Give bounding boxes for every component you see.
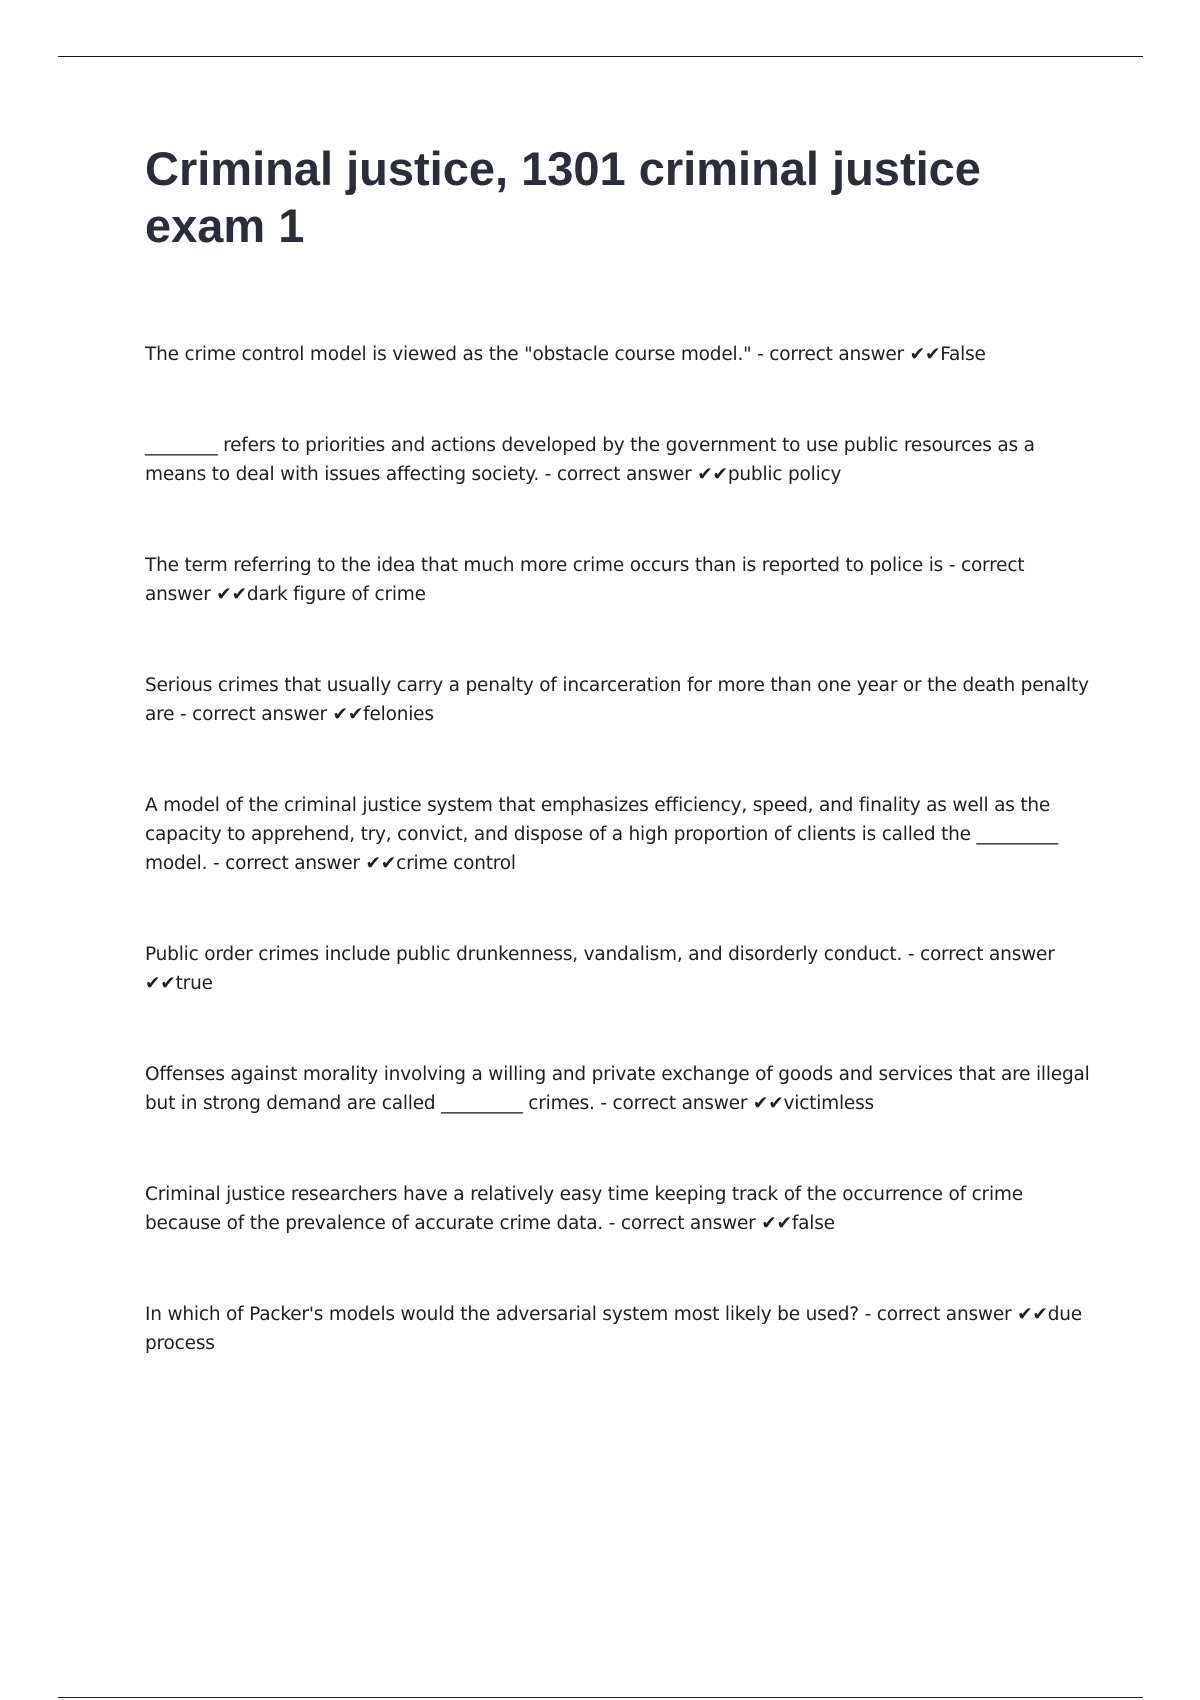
answer-text: due process <box>145 1304 1082 1354</box>
answer-prefix: - correct answer ✔✔ <box>145 555 1025 605</box>
question-text: Public order crimes include public drunkenness, vandalism, and disorderly conduct. <box>145 944 903 965</box>
answer-prefix: - correct answer ✔✔ <box>180 704 364 725</box>
qa-item <box>145 791 1095 878</box>
question-text: Serious crimes that usually carry a penalty of incarceration for more than one year or the death penalty are <box>145 675 1089 725</box>
bottom-rule <box>58 1697 1143 1698</box>
qa-item <box>145 940 1095 998</box>
document-title: Criminal justice, 1301 criminal justice exam 1 <box>145 142 981 252</box>
answer-text: victimless <box>783 1093 874 1114</box>
question-text: The term referring to the idea that much more crime occurs than is reported to police is <box>145 555 944 576</box>
answer-prefix: - correct answer ✔✔ <box>608 1213 792 1234</box>
answer-text: false <box>791 1213 835 1234</box>
answer-text: felonies <box>363 704 434 725</box>
answer-prefix: - correct answer ✔✔ <box>145 944 1055 994</box>
answer-prefix: - correct answer ✔✔ <box>600 1093 784 1114</box>
qa-item <box>145 431 1095 489</box>
qa-item <box>145 1180 1095 1238</box>
qa-item <box>145 1060 1095 1118</box>
question-text: Criminal justice researchers have a relatively easy time keeping track of the occurrence of crime because of the prevalence of accurate crime data. <box>145 1184 1023 1234</box>
question-text: Offenses against morality involving a willing and private exchange of goods and services that are illegal but in strong demand are called _________ crimes. <box>145 1064 1090 1114</box>
answer-text: crime control <box>396 853 516 874</box>
answer-text: False <box>940 344 986 365</box>
answer-text: public policy <box>727 464 842 485</box>
top-rule <box>58 56 1143 57</box>
qa-item <box>145 551 1095 609</box>
question-text: ________ refers to priorities and actions developed by the government to use public resources as a means to deal with issues affecting society. <box>145 435 1035 485</box>
answer-prefix: - correct answer ✔✔ <box>544 464 728 485</box>
qa-item <box>145 671 1095 729</box>
answer-text: true <box>175 973 213 994</box>
qa-item <box>145 340 1095 369</box>
document-body <box>145 140 1095 1420</box>
answer-prefix: - correct answer ✔✔ <box>212 853 397 874</box>
qa-item <box>145 1300 1095 1358</box>
question-text: The crime control model is viewed as the "obstacle course model." <box>145 344 752 365</box>
answer-text: dark figure of crime <box>246 584 426 605</box>
qa-list <box>145 340 1095 1358</box>
question-text: A model of the criminal justice system that emphasizes efficiency, speed, and finality as well as the capacity to apprehend, try, convict, and dispose of a high proportion of clients is called the _________ model. <box>145 795 1058 874</box>
question-text: In which of Packer's models would the adversarial system most likely be used? <box>145 1304 859 1325</box>
answer-prefix: - correct answer ✔✔ <box>864 1304 1048 1325</box>
answer-prefix: - correct answer ✔✔ <box>757 344 941 365</box>
